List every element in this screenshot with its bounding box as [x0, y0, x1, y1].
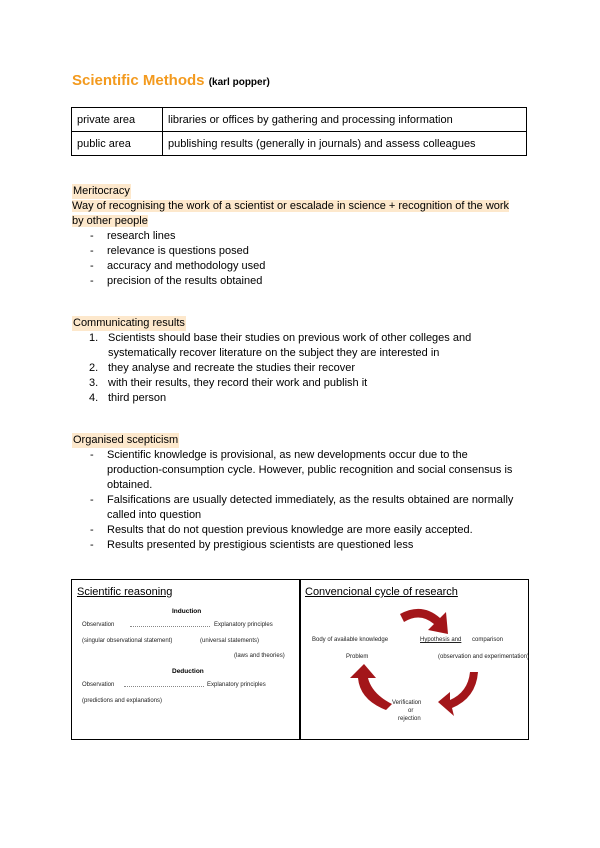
meritocracy-heading: Meritocracy — [73, 185, 130, 197]
ind-observation: Observation — [82, 622, 115, 628]
table-cell: libraries or offices by gathering and processing information — [163, 108, 527, 132]
table-cell: public area — [72, 132, 163, 156]
meritocracy-definition: Way of recognising the work of a scientist or escalade in science + recognition of the work by other people — [72, 200, 510, 227]
list-item: - accuracy and methodology used — [90, 259, 522, 274]
list-item: - precision of the results obtained — [90, 274, 522, 289]
meritocracy-section — [72, 184, 522, 289]
ded-observation: Observation — [82, 682, 115, 688]
list-item: 1. Scientists should base their studies on previous work of other colleges and systematically recover literature on the subject they are interested in — [89, 332, 472, 359]
cycle-box — [299, 579, 529, 740]
ded-predictions: (predictions and explanations) — [82, 698, 163, 704]
body-knowledge: Body of available knowledge — [312, 637, 389, 643]
ind-singular: (singular observational statement) — [82, 638, 173, 644]
list-item: - Scientific knowledge is provisional, as new developments occur due to the production-consumption cycle. However, public recognition and social consensus is obtained. — [90, 448, 515, 493]
areas-table — [71, 107, 527, 156]
ind-universal: (universal statements) — [200, 638, 260, 644]
ind-principles: Explanatory principles — [214, 622, 273, 628]
communicating-section — [72, 316, 522, 406]
list-item: 2. they analyse and recreate the studies their recover — [89, 362, 356, 374]
cycle-arrow-left — [350, 664, 392, 710]
list-item: - research lines — [90, 229, 522, 244]
scepticism-heading: Organised scepticism — [73, 434, 179, 446]
verification: Verification — [392, 700, 422, 706]
hypothesis: Hypothesis and — [420, 637, 462, 643]
table-cell: private area — [72, 108, 163, 132]
induction-label: Induction — [172, 608, 202, 615]
title-sub: (karl popper) — [208, 77, 270, 88]
induction-arrow — [130, 626, 210, 627]
page-title — [72, 72, 270, 89]
table-row — [72, 108, 527, 132]
problem: Problem — [346, 654, 369, 660]
title-main: Scientific Methods — [72, 72, 205, 89]
observation: (observation and experimentation) — [438, 654, 530, 660]
ded-principles: Explanatory principles — [207, 682, 266, 688]
reasoning-title: Scientific reasoning — [77, 586, 173, 598]
list-item: 3. with their results, they record their work and publish it — [89, 377, 368, 389]
list-item: - Falsifications are usually detected immediately, as the results obtained are normally called into question — [90, 493, 515, 523]
deduction-label: Deduction — [172, 668, 204, 675]
table-cell: publishing results (generally in journals) and assess colleagues — [163, 132, 527, 156]
scepticism-list — [90, 448, 515, 553]
comparison: comparison — [472, 637, 504, 643]
communicating-list — [89, 331, 494, 406]
rejection: rejection — [398, 716, 421, 722]
list-item: - relevance is questions posed — [90, 244, 522, 259]
meritocracy-list — [90, 229, 522, 289]
cycle-title: Convencional cycle of research — [305, 586, 458, 598]
list-item: 4. third person — [89, 392, 167, 404]
reasoning-box — [71, 579, 301, 740]
list-item: - Results that do not question previous knowledge are more easily accepted. — [90, 523, 515, 538]
table-row — [72, 132, 527, 156]
scepticism-section — [72, 433, 522, 553]
cycle-arrow-top — [400, 609, 448, 634]
deduction-arrow — [124, 686, 204, 687]
or-label: or — [408, 708, 414, 714]
communicating-heading: Communicating results — [73, 317, 185, 329]
cycle-arrow-right — [438, 672, 478, 716]
list-item: - Results presented by prestigious scientists are questioned less — [90, 538, 515, 553]
ind-laws: (laws and theories) — [234, 653, 285, 659]
